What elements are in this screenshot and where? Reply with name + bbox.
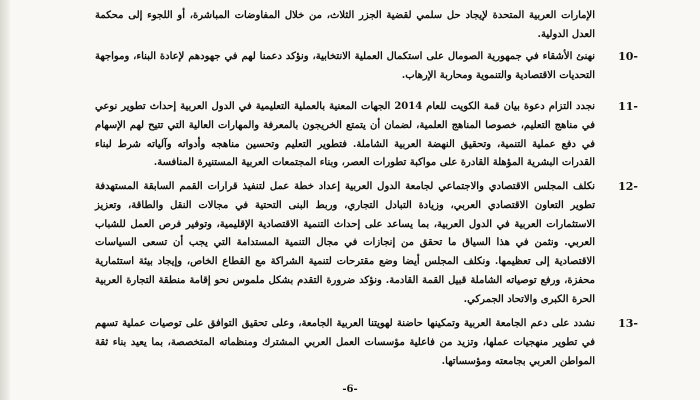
scan-edge [0, 0, 10, 400]
item-number: 13- [618, 317, 638, 330]
item-number: 10- [618, 50, 638, 63]
intro-paragraph: الإمارات العربية المتحدة لإيجاد حل سلمي لقضية الجزر الثلاث، من خلال المفاوضات المباشرة، أو اللجوء إلى محكمة العدل الدولية. [95, 10, 595, 40]
paragraph-item: نكلف المجلس الاقتصادي والاجتماعي لجامعة الدول العربية إعداد خطة عمل لتنفيذ قرارات القمم السابقة المستهدفة تطوير التعاون الاقتصادي العربي، وزيادة التبادل التجاري، وربط البنى التحتية في مجالات النقل والطاقة، وتعزيز الاستثمارات العربية في الدول العربية، بما يساعد على إحداث التنمية الاقتصادية الإقليمية، وتوفير فرص العمل للشباب العربي. ونثمن في هذا السياق ما تحقق من إنجازات في مجال التنمية المستدامة التي يجب أن تسعى السياسات الاقتصادية إلى تعظيمها. ونكلف المجلس أيضا وضع مقترحات لتنمية الشراكة مع القطاع الخاص، وإيجاد بيئة استثمارية محفزة، ورفع توصياته الشاملة قبيل القمة القادمة. ونؤكد ضرورة التقدم بشكل ملموس نحو إقامة منطقة التجارة العربية الحرة الكبرى والاتحاد الجمركي. [95, 181, 595, 305]
paragraph-item: نجدد التزام دعوة بيان قمة الكويت للعام 2014 الجهات المعنية بالعملية التعليمية في الدول العربية إحداث تطوير نوعي في مناهج التعليم، خصوصا المناهج العلمية، لضمان أن يتمتع الخريجون بالمعرفة والمهارات العالية التي تتيح لهم الإسهام في دفع عملية التنمية، وتحقيق النهضة العربية الشاملة. فتطوير التعليم وتحسين مناهجه وأدواته وآلياته شرط لبناء القدرات البشرية المؤهلة القادرة على مواكبة تطورات العصر، وبناء المجتمعات العربية المستنيرة المنافسة. [95, 101, 595, 169]
item-number: 11- [618, 100, 638, 113]
item-number: 12- [618, 180, 638, 193]
paragraph-item: نشدد على دعم الجامعة العربية وتمكينها حاضنة لهويتنا العربية الجامعة، وعلى تحقيق التوافق على توصيات عملية تسهم في تطوير منهجيات عملها، وتزيد من فاعلية مؤسسات العمل العربي المشترك ومنظماته المتخصصة، بما يعيد بناء ثقة المواطن العربي بجامعته ومؤسساتها. [95, 318, 595, 367]
paragraph-item: نهنئ الأشقاء في جمهورية الصومال على استكمال العملية الانتخابية، ونؤكد دعمنا لهم في جهودهم لإعادة البناء، ومواجهة التحديات الاقتصادية والتنموية ومحاربة الإرهاب. [95, 51, 595, 81]
page-number: -6- [342, 384, 358, 395]
